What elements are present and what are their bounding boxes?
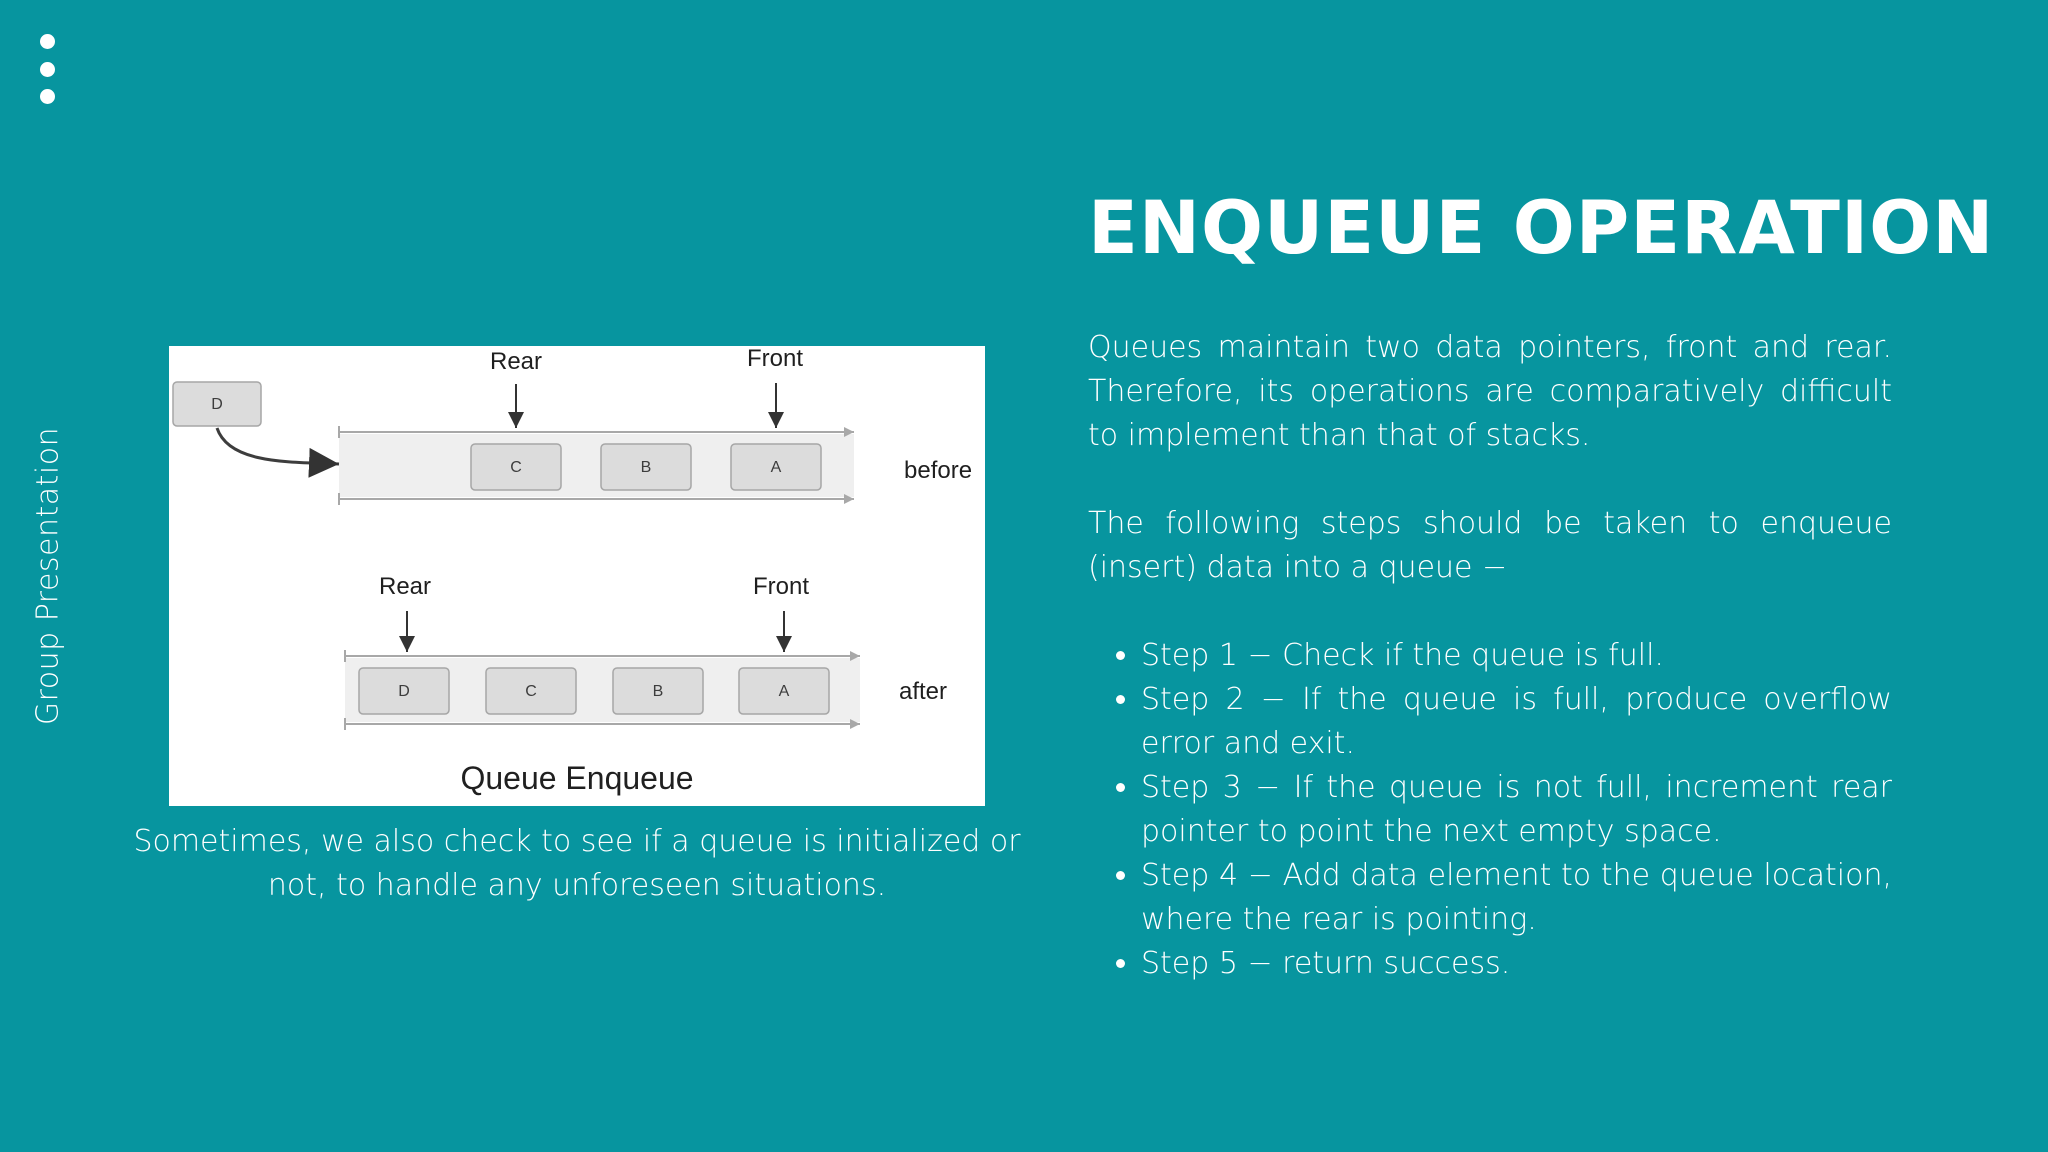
menu-dot [40,89,55,104]
queue-diagram [169,346,985,806]
before-element-label: B [640,459,652,477]
after-element-label: A [778,683,790,701]
before-element-box [731,444,821,490]
menu-dot [40,34,55,49]
step-item: • Step 2 − If the queue is full, produce overflow error and exit. [1141,678,1892,766]
step-item: • Step 1 − Check if the queue is full. [1141,634,1892,678]
after-element-box [613,668,703,714]
menu-dot [40,62,55,77]
slide-title: ENQUEUE OPERATION [1088,186,1995,271]
intro-paragraph: Queues maintain two data pointers, front and rear. Therefore, its operations are comparatively difficult to implement than that of stacks. [1088,330,1892,453]
content-block [1088,326,1892,986]
step-item: • Step 5 − return success. [1141,942,1892,986]
before-element-label: C [510,459,522,477]
steps-intro-paragraph: The following steps should be taken to enqueue (insert) data into a queue − [1088,506,1892,585]
step-item: • Step 4 − Add data element to the queue location, where the rear is pointing. [1141,854,1892,942]
after-rear-label: Rear [379,573,432,600]
vertical-dots-icon[interactable] [36,34,58,104]
before-front-label: Front [747,346,804,372]
before-element-label: A [770,459,782,477]
queue-enqueue-figure [169,346,985,806]
after-state-label: after [899,678,948,705]
incoming-element-label: D [211,396,223,414]
after-element-label: C [525,683,537,701]
diagram-title: Queue Enqueue [460,760,694,796]
before-element-box [601,444,691,490]
before-rear-label: Rear [490,348,543,375]
after-element-box [359,668,449,714]
before-state-label: before [904,457,973,484]
incoming-element-box [173,382,261,426]
after-element-box [739,668,829,714]
enqueue-arrow-icon [217,428,339,464]
figure-caption: Sometimes, we also check to see if a queue is initialized or not, to handle any unforeseen situations. [133,824,1021,903]
after-element-label: B [652,683,664,701]
steps-list [1088,634,1892,986]
after-element-box [486,668,576,714]
side-label: Group Presentation [30,426,66,726]
after-element-label: D [398,683,410,701]
before-element-box [471,444,561,490]
after-front-label: Front [753,573,810,600]
step-item: • Step 3 − If the queue is not full, increment rear pointer to point the next empty space. [1141,766,1892,854]
